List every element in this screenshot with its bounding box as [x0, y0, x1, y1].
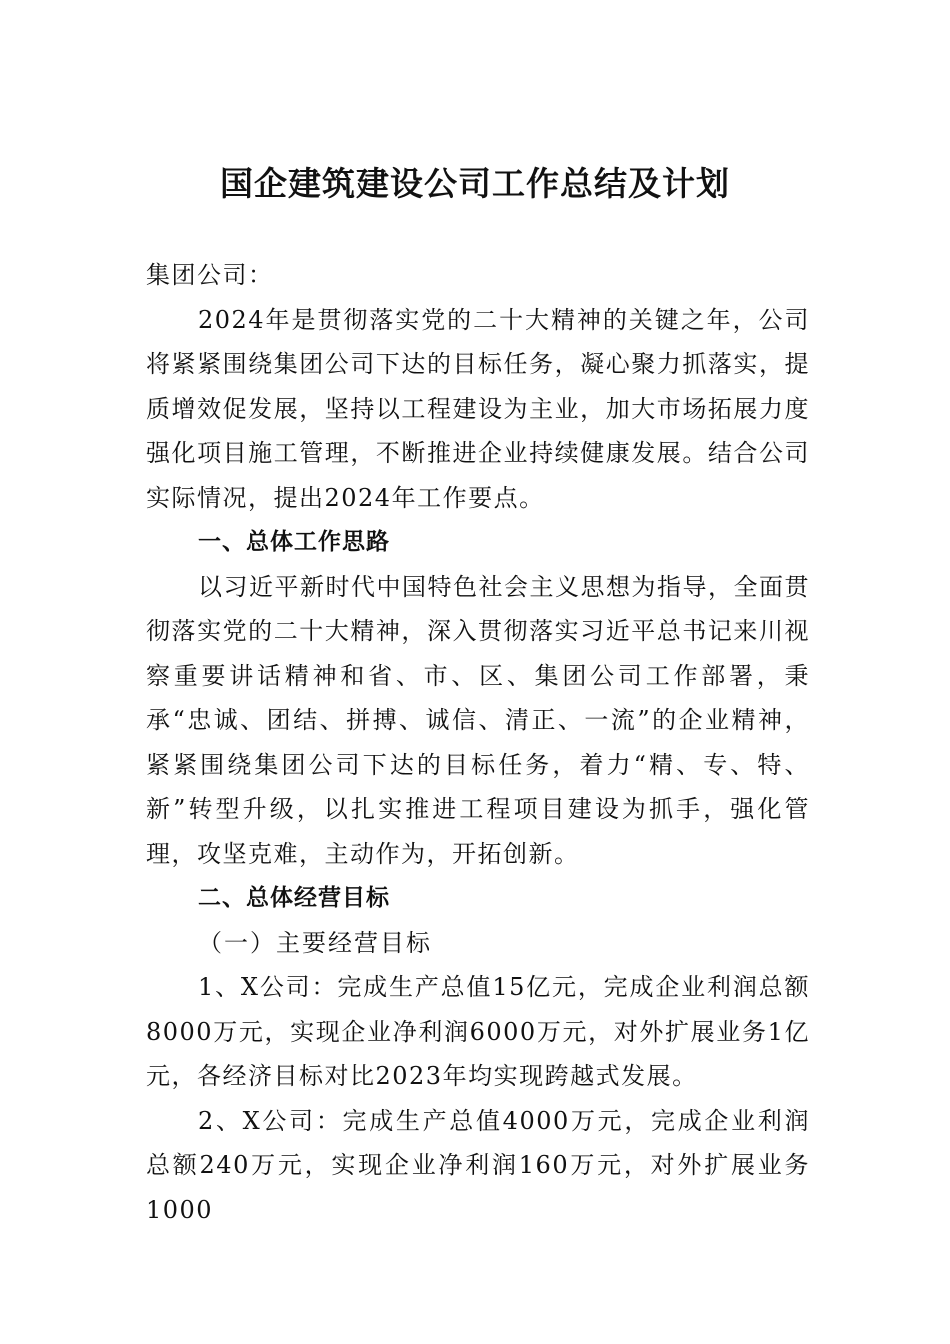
document-title: 国企建筑建设公司工作总结及计划: [220, 164, 730, 203]
work-approach-paragraph: 以习近平新时代中国特色社会主义思想为指导，全面贯彻落实党的二十大精神，深入贯彻落实习近平总书记来川视察重要讲话精神和省、市、区、集团公司工作部署，秉承“忠诚、团结、拼搏、诚信、清正、一流”的企业精神，紧紧围绕集团公司下达的目标任务，着力“精、专、特、新”转型升级，以扎实推进工程项目建设为抓手，强化管理，攻坚克难，主动作为，开拓创新。: [146, 572, 810, 868]
intro-paragraph: 2024年是贯彻落实党的二十大精神的关键之年，公司将紧紧围绕集团公司下达的目标任务，凝心聚力抓落实，提质增效促发展，坚持以工程建设为主业，加大市场拓展力度强化项目施工管理，不断推进企业持续健康发展。结合公司实际情况，提出2024年工作要点。: [146, 305, 810, 512]
section-heading-work-approach: 一、总体工作思路: [198, 529, 390, 555]
subsection-heading-main-goals: （一）主要经营目标: [198, 928, 432, 957]
document-body: [146, 253, 810, 1232]
goal-item-2: 2、X公司：完成生产总值4000万元，完成企业利润总额240万元，实现企业净利润160万元，对外扩展业务1000: [146, 1106, 810, 1224]
goal-item-1: 1、X公司：完成生产总值15亿元，完成企业利润总额8000万元，实现企业净利润6000万元，对外扩展业务1亿元，各经济目标对比2023年均实现跨越式发展。: [146, 973, 810, 1090]
salutation: 集团公司：: [146, 261, 274, 289]
section-heading-business-goals: 二、总体经营目标: [198, 885, 390, 911]
